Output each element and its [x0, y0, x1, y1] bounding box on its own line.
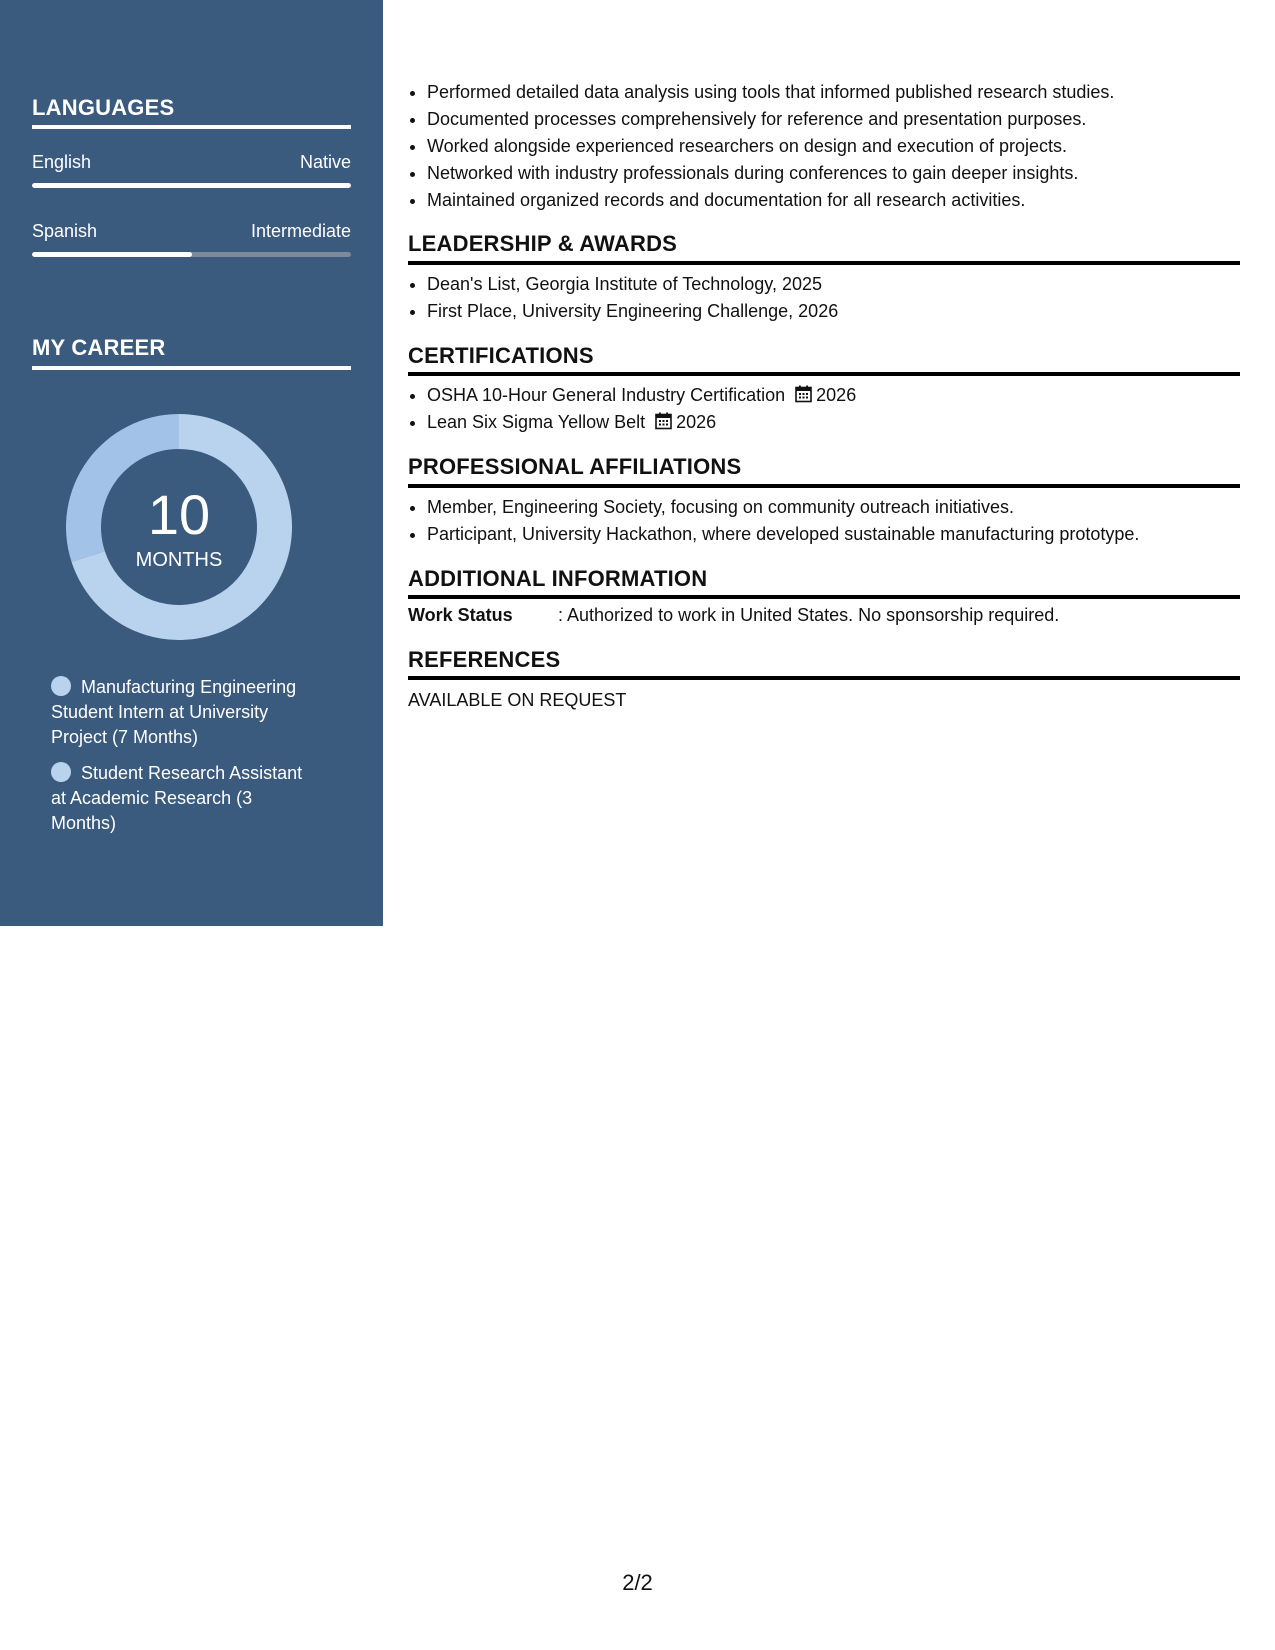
career-divider	[32, 366, 351, 370]
calendar-icon	[655, 412, 672, 430]
list-item: • Performed detailed data analysis using tools that informed published research studies.	[427, 79, 1114, 106]
legend-dot-icon	[51, 676, 71, 696]
experience-bullet-list	[408, 79, 1114, 214]
legend-dot-icon	[51, 762, 71, 782]
career-item-label: Manufacturing Engineering Student Intern at University Project (7 Months)	[51, 677, 297, 747]
leadership-divider	[408, 261, 1240, 265]
languages-divider	[32, 125, 351, 129]
sidebar	[0, 0, 383, 926]
leadership-list	[408, 271, 838, 325]
affiliations-list	[408, 494, 1139, 548]
references-text: AVAILABLE ON REQUEST	[408, 690, 627, 710]
language-level: Native	[299, 152, 351, 172]
language-level: Intermediate	[250, 221, 351, 241]
language-bar-fill	[32, 183, 351, 188]
career-item-label: Student Research Assistant at Academic Research (3 Months)	[51, 763, 303, 833]
certification-name: Lean Six Sigma Yellow Belt	[427, 412, 646, 432]
career-heading: MY CAREER	[32, 335, 166, 360]
certifications-heading: CERTIFICATIONS	[408, 343, 594, 368]
page-number: 2/2	[622, 1570, 653, 1595]
additional-info-divider	[408, 595, 1240, 599]
affiliations-divider	[408, 484, 1240, 488]
language-row-english	[32, 152, 351, 173]
list-item: • Member, Engineering Society, focusing on community outreach initiatives.	[427, 494, 1139, 521]
list-item	[427, 409, 856, 436]
certifications-divider	[408, 372, 1240, 376]
language-bar-fill	[32, 252, 192, 257]
calendar-icon	[795, 385, 812, 403]
career-legend-item	[51, 761, 321, 836]
references-divider	[408, 676, 1240, 680]
languages-heading: LANGUAGES	[32, 95, 175, 120]
language-row-spanish	[32, 221, 351, 242]
additional-info-heading: ADDITIONAL INFORMATION	[408, 566, 708, 591]
main-content	[408, 0, 1240, 926]
list-item: • Networked with industry professionals during conferences to gain deeper insights.	[427, 160, 1114, 187]
language-name: Spanish	[32, 221, 98, 241]
language-name: English	[32, 152, 92, 172]
list-item: • Participant, University Hackathon, where developed sustainable manufacturing prototype.	[427, 521, 1139, 548]
certification-year: 2026	[676, 412, 717, 432]
career-legend-item	[51, 675, 321, 750]
career-donut-chart	[66, 414, 292, 640]
language-bar-english	[32, 183, 351, 188]
list-item: • Dean's List, Georgia Institute of Technology, 2025	[427, 271, 838, 298]
certification-name: OSHA 10-Hour General Industry Certification	[427, 385, 786, 405]
work-status-value: : Authorized to work in United States. No sponsorship required.	[558, 605, 1060, 625]
list-item: • Documented processes comprehensively for reference and presentation purposes.	[427, 106, 1114, 133]
affiliations-heading: PROFESSIONAL AFFILIATIONS	[408, 454, 742, 479]
certification-year: 2026	[816, 385, 857, 405]
career-total-unit: MONTHS	[135, 549, 223, 571]
certifications-list	[408, 382, 856, 436]
list-item	[427, 382, 856, 409]
list-item: • Worked alongside experienced researchers on design and execution of projects.	[427, 133, 1114, 160]
leadership-heading: LEADERSHIP & AWARDS	[408, 231, 678, 256]
references-heading: REFERENCES	[408, 647, 561, 672]
donut-center	[66, 414, 292, 640]
list-item: • Maintained organized records and documentation for all research activities.	[427, 187, 1114, 214]
language-bar-spanish	[32, 252, 351, 257]
work-status-label: Work Status	[408, 605, 513, 625]
list-item: • First Place, University Engineering Challenge, 2026	[427, 298, 838, 325]
career-total-number: 10	[147, 483, 211, 546]
